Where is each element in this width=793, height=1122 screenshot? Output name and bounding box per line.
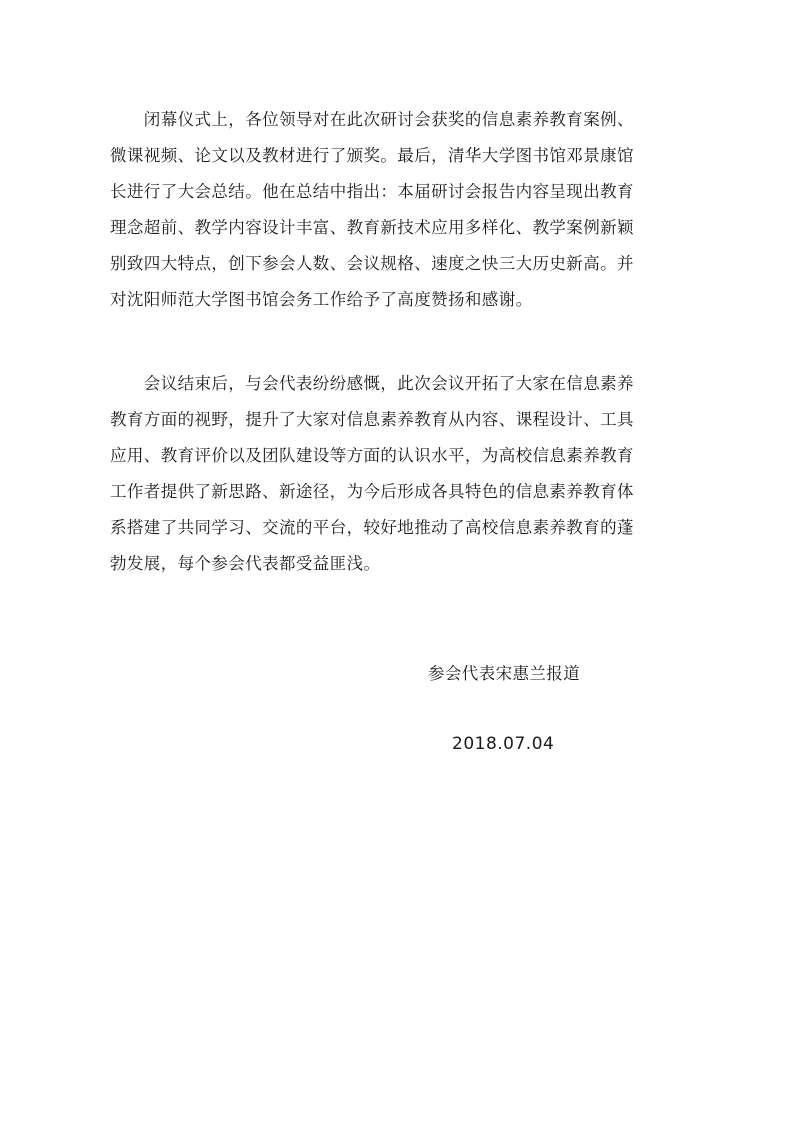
paragraph-1-line-2: 微课视频、论文以及教材进行了颁奖。最后，清华大学图书馆邓景康馆: [110, 146, 634, 165]
paragraph-2-line-2: 教育方面的视野，提升了大家对信息素养教育从内容、课程设计、工具: [110, 410, 634, 429]
report-date: 2018.07.04: [452, 734, 555, 754]
paragraph-1-line-3: 长进行了大会总结。他在总结中指出：本届研讨会报告内容呈现出教育: [110, 182, 634, 201]
paragraph-1-line-6: 对沈阳师范大学图书馆会务工作给予了高度赞扬和感谢。: [110, 290, 533, 309]
paragraph-2-line-4: 工作者提供了新思路、新途径，为今后形成各具特色的信息素养教育体: [110, 482, 634, 501]
paragraph-2-line-5: 系搭建了共同学习、交流的平台，较好地推动了高校信息素养教育的蓬: [110, 518, 634, 537]
paragraph-1-line-5: 别致四大特点，创下参会人数、会议规格、速度之快三大历史新高。并: [110, 254, 634, 273]
paragraph-1-line-1: 闭幕仪式上，各位领导对在此次研讨会获奖的信息素养教育案例、: [110, 110, 634, 129]
paragraph-1-line-4: 理念超前、教学内容设计丰富、教育新技术应用多样化、教学案例新颖: [110, 218, 634, 237]
paragraph-2-line-1: 会议结束后，与会代表纷纷感慨，此次会议开拓了大家在信息素养: [110, 374, 634, 393]
report-signature: 参会代表宋惠兰报道: [428, 664, 581, 683]
paragraph-2-line-6: 勃发展，每个参会代表都受益匪浅。: [110, 554, 381, 573]
paragraph-2-line-3: 应用、教育评价以及团队建设等方面的认识水平，为高校信息素养教育: [110, 446, 634, 465]
